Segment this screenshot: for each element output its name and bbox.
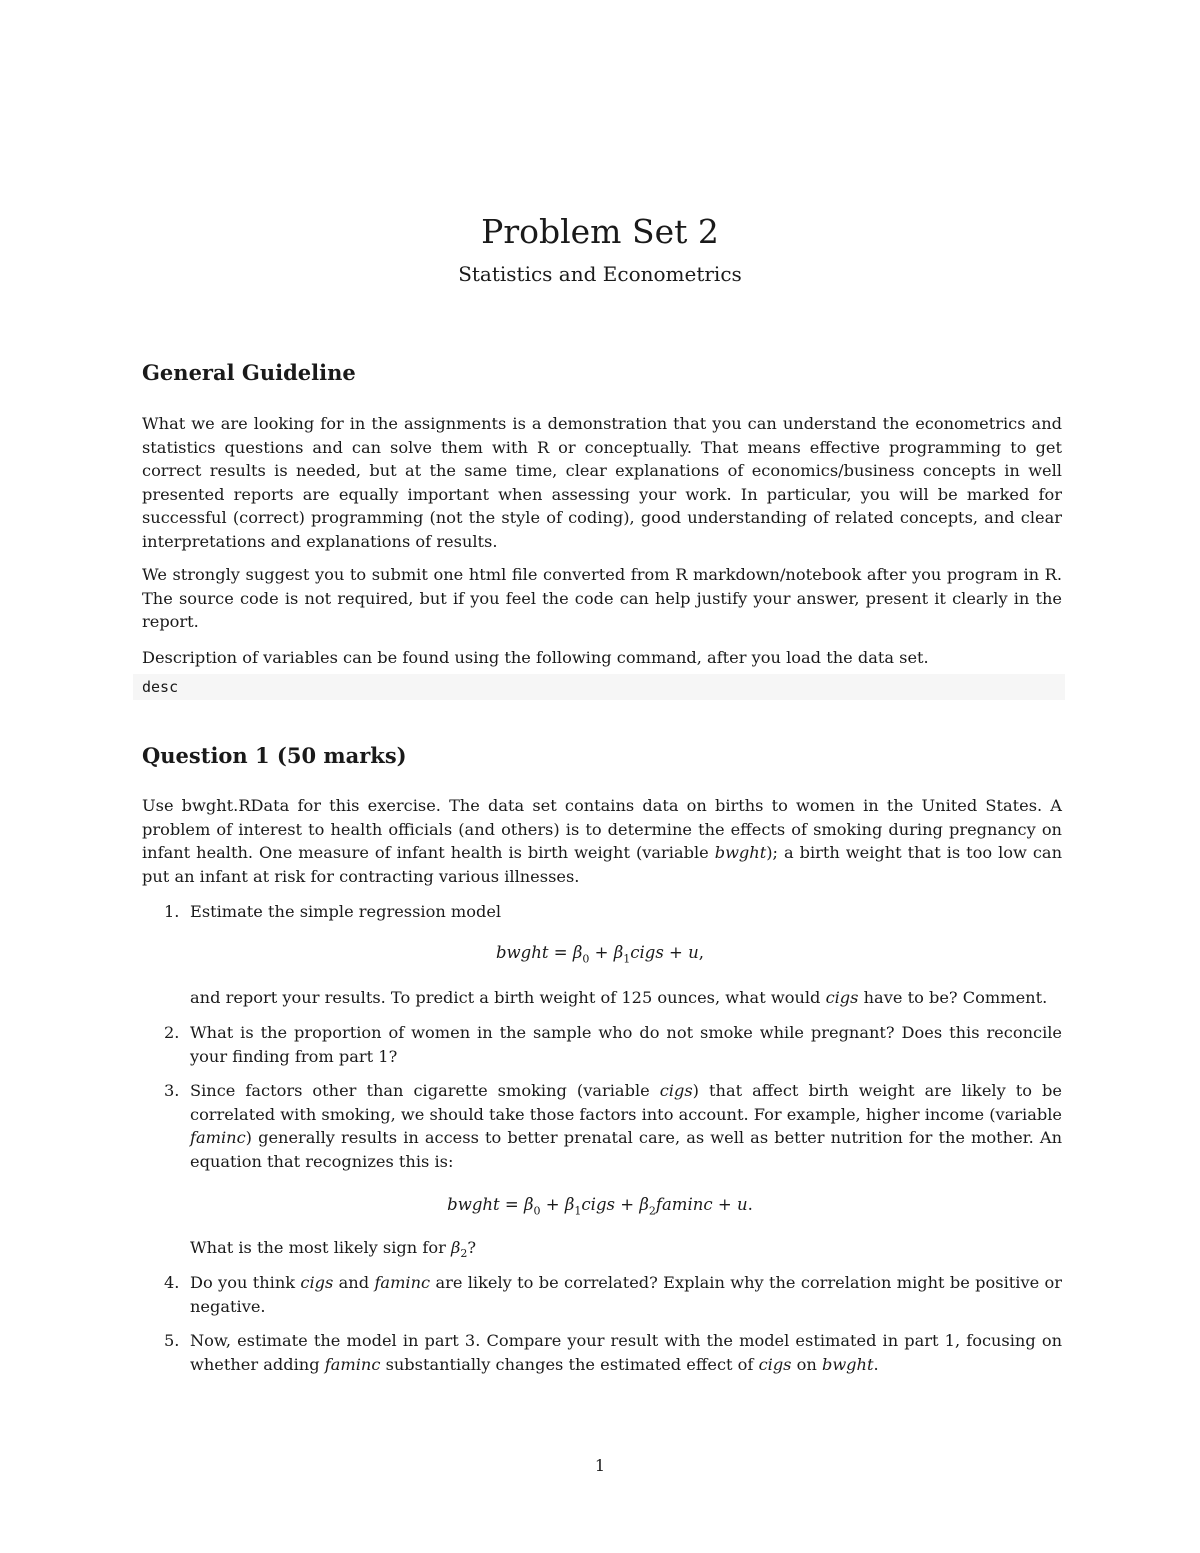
eq-beta0-sub: 0 (533, 1204, 541, 1218)
document-title: Problem Set 2 (481, 212, 719, 251)
page-number: 1 (594, 1456, 606, 1475)
eq-beta2: β (639, 1195, 649, 1214)
eq-plus: + (717, 1195, 732, 1214)
item5-text-a: Now, estimate the model in part 3. Compare your result with the model estimated in part 1, focusing on whether adding (190, 1331, 1062, 1374)
eq-beta0-sub: 0 (582, 952, 590, 966)
eq-beta2-sub: 2 (648, 1204, 656, 1218)
intro-text-a: Use bwght.RData for this exercise. The data set contains data on births to women in the United States. A problem of interest to health officials (and others) is to determine the effects of smoking during pregnancy on infant health. One measure of infant health is birth weight (variable (142, 796, 1062, 862)
guideline-paragraph-2: We strongly suggest you to submit one html file converted from R markdown/notebook after you program in R. The source code is not required, but if you feel the code can help justify your answer, present it clearly in the report. (142, 565, 1062, 631)
item3-text-a: Since factors other than cigarette smoking (variable (190, 1081, 660, 1100)
item3-question-sub: 2 (460, 1247, 468, 1261)
eq-lhs: bwght (495, 943, 549, 962)
item5-var-2: cigs (758, 1354, 792, 1374)
item4-text-b: and (333, 1273, 375, 1292)
eq-beta1-sub: 1 (623, 952, 631, 966)
list-item-lead: Estimate the simple regression model (190, 902, 502, 921)
item3-var-1: cigs (659, 1081, 693, 1100)
list-item-text: What is the proportion of women in the sample who do not smoke while pregnant? Does this reconcile your finding from part 1? (190, 1023, 1062, 1066)
eq-plus: + (545, 1195, 560, 1214)
section-heading-question-1: Question 1 (50 marks) (142, 743, 407, 768)
item5-var-3: bwght (821, 1354, 874, 1374)
list-item-followup (190, 1236, 1062, 1266)
item4-var-1: cigs (300, 1273, 334, 1292)
eq-end: , (698, 943, 705, 962)
eq-beta1: β (564, 1195, 575, 1214)
eq-end: . (747, 1195, 753, 1214)
list-item-number: 4. (164, 1273, 180, 1292)
item3-question-c: ? (467, 1238, 476, 1257)
list-item-text (190, 1329, 1062, 1376)
guideline-paragraph-1: What we are looking for in the assignments is a demonstration that you can understand the econometrics and statistics questions and can solve them with R or conceptually. That means effective programming to get correct results is needed, but at the same time, clear explanations of economics/business concepts in well presented reports are equally important when assessing your work. In particular, you will be marked for successful (correct) programming (not the style of coding), good understanding of related concepts, and clear interpretations and explanations of results. (142, 414, 1062, 551)
eq-equals: = (553, 943, 568, 962)
eq-u: u (736, 1195, 748, 1214)
followup-text-b: have to be? Comment. (858, 988, 1048, 1007)
guideline-paragraph-3: Description of variables can be found using the following command, after you load the data set. (142, 648, 929, 667)
eq-beta1-sub: 1 (574, 1204, 582, 1218)
item5-text-d: . (873, 1354, 879, 1374)
eq-beta0: β (572, 943, 583, 962)
list-item-text (190, 1271, 1062, 1318)
eq-lhs: bwght (447, 1195, 500, 1214)
intro-variable: bwght (714, 843, 767, 862)
eq-beta0: β (524, 1195, 534, 1214)
eq-plus: + (620, 1195, 635, 1214)
item4-var-2: faminc (374, 1273, 431, 1292)
list-item-text (190, 1079, 1062, 1173)
intro-text-b: ); a birth weight that is too low can put an infant at risk for contracting various illnesses. (142, 843, 1062, 886)
item3-question-beta: β (450, 1238, 461, 1257)
eq-x1: cigs (630, 943, 664, 962)
list-item-number: 3. (164, 1081, 180, 1100)
list-item-followup (190, 986, 1062, 1010)
item3-text-b: ) that affect birth weight are likely to be correlated with smoking, we should take those factors into account. For example, higher income (variable (190, 1081, 1062, 1124)
item4-text-c: are likely to be correlated? Explain why the correlation might be positive or negative. (190, 1273, 1062, 1316)
section-heading-guideline: General Guideline (142, 360, 356, 385)
question-1-intro (142, 794, 1062, 888)
document-subtitle: Statistics and Econometrics (458, 262, 742, 286)
eq-equals: = (504, 1195, 519, 1214)
eq-plus: + (669, 943, 683, 962)
list-item-number: 5. (164, 1331, 180, 1350)
eq-x1: cigs (581, 1195, 615, 1214)
eq-beta1: β (613, 943, 624, 962)
followup-text-a: and report your results. To predict a birth weight of 125 ounces, what would (190, 988, 826, 1007)
item5-text-c: on (791, 1354, 822, 1374)
eq-x2: faminc (655, 1195, 713, 1214)
equation-simple-regression (0, 943, 1200, 965)
code-block: desc (133, 674, 1065, 700)
eq-u: u (688, 943, 699, 962)
equation-multiple-regression (0, 1195, 1200, 1217)
list-item-number: 1. (164, 902, 180, 921)
item3-text-c: ) generally results in access to better prenatal care, as well as better nutrition for the mother. An equation that recognizes this is: (190, 1128, 1062, 1171)
item3-var-2: faminc (190, 1128, 246, 1147)
item4-text-a: Do you think (190, 1273, 301, 1292)
item3-question-a: What is the most likely sign for (190, 1238, 451, 1257)
followup-variable: cigs (825, 988, 859, 1007)
list-item-number: 2. (164, 1023, 180, 1042)
eq-plus: + (594, 943, 609, 962)
item5-text-b: substantially changes the estimated effect of (380, 1354, 759, 1374)
item5-var-1: faminc (324, 1354, 381, 1374)
